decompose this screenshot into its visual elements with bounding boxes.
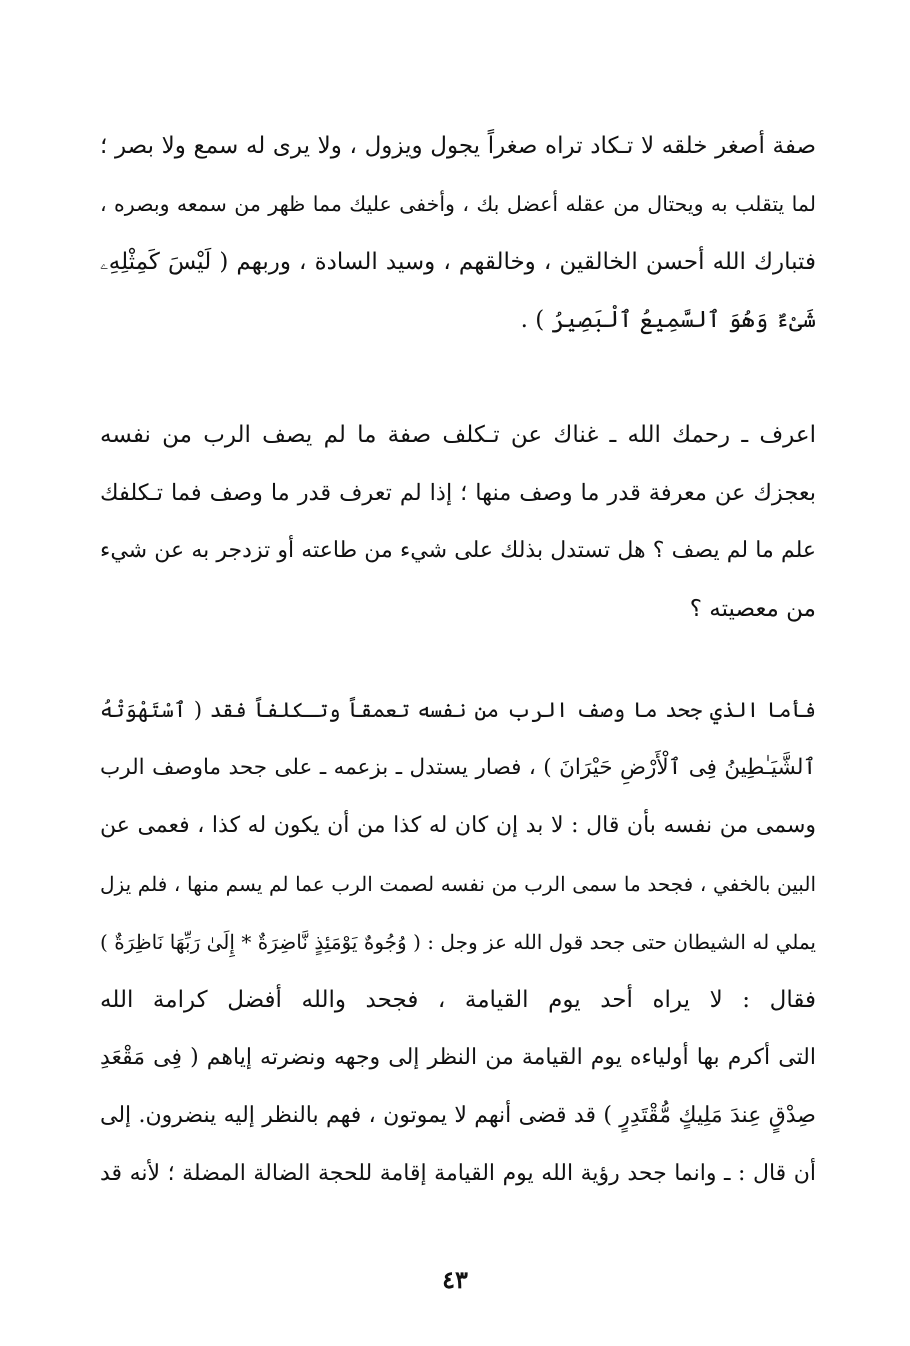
text-line: صفة أصغر خلقه لا تـكاد تراه صغراً يجول ويزول ، ولا يرى له سمع ولا بصر ؛	[100, 133, 816, 159]
text-line: علم ما لم يصف ؟ هل تستدل بذلك على شيء من طاعته أو تزدجر به عن شيء	[100, 538, 816, 563]
text-line: ٱلشَّيَـٰطِينُ فِى ٱلْأَرْضِ حَيْرَانَ ) ، فصار يستدل ـ بزعمه ـ على جحد ماوصف الرب	[100, 755, 816, 780]
text-line: البين بالخفي ، فجحد ما سمى الرب من نفسه لصمت الرب عما لم يسم منها ، فلم يزل	[100, 872, 816, 896]
text-line: فقال : لا يراه أحد يوم القيامة ، فجحد والله أفضل كرامة الله	[100, 987, 816, 1013]
text-line: يملي له الشيطان حتى جحد قول الله عز وجل : ( وُجُوهٌ يَوْمَئِذٍ نَّاضِرَةٌ * إِلَىٰ رَبِّهَا نَاظِرَةٌ )	[100, 930, 816, 954]
text-line: التى أكرم بها أولياءه يوم القيامة من النظر إلى وجهه ونضرته إياهم ( فِى مَقْعَدِ	[100, 1045, 816, 1070]
text-line: فأما الذي جحد ما وصف الرب من نفسه تعمقاً وتـكلفاً فقد ( ٱسْتَهْوَتْهُ	[100, 698, 816, 722]
paragraph-3	[100, 681, 816, 1203]
text-line: صِدْقٍ عِندَ مَلِيكٍ مُّقْتَدِرٍ ) قد قضى أنهم لا يموتون ، فهم بالنظر إليه ينضرون. إلى	[100, 1103, 816, 1128]
text-line: وسمى من نفسه بأن قال : لا بد إن كان له كذا من أن يكون له كذا ، فعمى عن	[100, 813, 816, 838]
text-line: اعرف ـ رحمك الله ـ غناك عن تـكلف صفة ما لم يصف الرب من نفسه	[100, 422, 816, 448]
text-line: أن قال : ـ وانما جحد رؤية الله يوم القيامة إقامة للحجة الضالة المضلة ؛ لأنه قد	[100, 1161, 816, 1186]
text-line: لما يتقلب به ويحتال من عقله أعضل بك ، وأخفى عليك مما ظهر من سمعه وبصره ،	[100, 192, 816, 216]
text-line: بعجزك عن معرفة قدر ما وصف منها ؛ إذا لم تعرف قدر ما وصف فما تـكلفك	[100, 480, 816, 506]
text-line: شَىْءٌ وَهُوَ ٱلسَّمِيعُ ٱلْبَصِيرُ ) .	[520, 307, 816, 333]
text-line: فتبارك الله أحسن الخالقين ، وخالقهم ، وسيد السادة ، وربهم ( لَيْسَ كَمِثْلِهِۦ	[100, 249, 816, 275]
paragraph-1	[100, 117, 816, 349]
paragraph-2	[100, 406, 816, 638]
page-number: ٤٣	[442, 1265, 468, 1294]
text-line: من معصيته ؟	[689, 596, 816, 622]
